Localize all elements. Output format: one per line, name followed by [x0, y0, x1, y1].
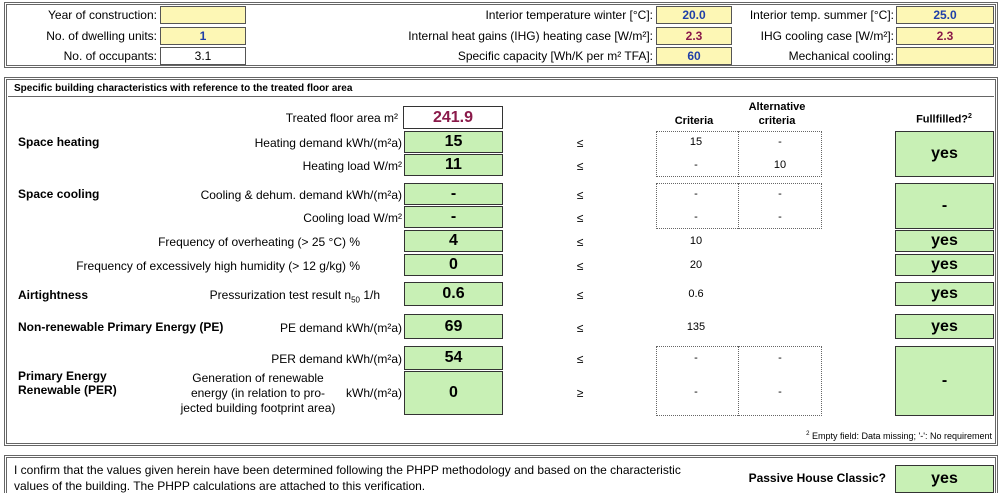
cooling-load-label: Cooling load W/m² — [303, 211, 402, 225]
per-demand-label: PER demand kWh/(m²a) — [271, 352, 402, 366]
alt-criteria-header-line2: criteria — [758, 115, 796, 127]
per-heading-line2: Renewable (PER) — [18, 383, 117, 397]
mechanical-cooling-label: Mechanical cooling: — [788, 49, 894, 63]
airtightness-fulfilled-badge: yes — [895, 282, 994, 306]
generation-unit: kWh/(m²a) — [346, 386, 402, 400]
pe-demand-operator: ≤ — [576, 321, 584, 335]
humidity-label: Frequency of excessively high humidity (> 12 g/kg) % — [76, 259, 360, 273]
heating-load-operator: ≤ — [576, 159, 584, 173]
ihg-heating-field[interactable]: 2.3 — [656, 27, 732, 45]
section-title: Specific building characteristics with reference to the treated floor area — [14, 83, 353, 94]
generation-label-line3: jected building footprint area) — [180, 401, 336, 415]
overheating-label: Frequency of overheating (> 25 °C) % — [158, 235, 360, 249]
interior-temp-winter-field[interactable]: 20.0 — [656, 6, 732, 24]
humidity-operator: ≤ — [576, 259, 584, 273]
pe-fulfilled-badge: yes — [895, 314, 994, 339]
overheating-operator: ≤ — [576, 235, 584, 249]
ihg-heating-label: Internal heat gains (IHG) heating case [W/m²]: — [408, 29, 653, 43]
cooling-demand-value: - — [404, 183, 503, 205]
pe-demand-value: 69 — [404, 314, 503, 339]
heating-demand-label: Heating demand kWh/(m²a) — [254, 136, 402, 150]
occupants-field: 3.1 — [160, 47, 246, 65]
mechanical-cooling-field[interactable] — [896, 47, 994, 65]
cooling-fulfilled-badge: - — [895, 183, 994, 229]
generation-label-line1: Generation of renewable — [192, 371, 324, 385]
pressurization-value: 0.6 — [404, 282, 503, 306]
passive-house-classic-badge: yes — [895, 465, 994, 493]
heating-demand-operator: ≤ — [576, 136, 584, 150]
alt-criteria-header-line1: Alternative — [748, 101, 806, 113]
per-demand-criteria: - — [694, 352, 698, 364]
overheating-criteria: 10 — [689, 235, 703, 247]
generation-operator: ≥ — [576, 386, 584, 400]
cooling-load-value: - — [404, 206, 503, 228]
treated-floor-area-label: Treated floor area m² — [285, 111, 398, 125]
pressurization-operator: ≤ — [576, 288, 584, 302]
year-of-construction-label: Year of construction: — [48, 8, 157, 22]
humidity-criteria: 20 — [689, 259, 703, 271]
generation-criteria: - — [694, 386, 698, 398]
cooling-demand-label: Cooling & dehum. demand kWh/(m²a) — [200, 188, 402, 202]
criteria-header: Criteria — [674, 115, 714, 127]
specific-capacity-field[interactable]: 60 — [656, 47, 732, 65]
dwelling-units-field[interactable]: 1 — [160, 27, 246, 45]
heating-demand-criteria: 15 — [689, 136, 703, 148]
pe-demand-criteria: 135 — [686, 321, 706, 333]
heating-demand-value: 15 — [404, 131, 503, 153]
humidity-fulfilled-badge: yes — [895, 254, 994, 276]
cooling-load-alt-criteria: - — [778, 211, 782, 223]
heating-load-label: Heating load W/m² — [302, 159, 402, 173]
passive-house-classic-label: Passive House Classic? — [748, 471, 886, 485]
pressurization-label: Pressurization test result $n_{50}$ 1/h — [209, 288, 380, 305]
year-of-construction-field[interactable] — [160, 6, 246, 24]
humidity-value: 0 — [404, 254, 503, 276]
heating-load-value: 11 — [404, 154, 503, 176]
per-demand-operator: ≤ — [576, 352, 584, 366]
per-demand-alt-criteria: - — [778, 352, 782, 364]
per-demand-value: 54 — [404, 346, 503, 370]
space-cooling-heading: Space cooling — [18, 187, 100, 201]
confirmation-text-line1: I confirm that the values given herein have been determined following the PHPP methodology and based on the characteristic — [14, 463, 681, 477]
heating-fulfilled-badge: yes — [895, 131, 994, 177]
per-fulfilled-badge: - — [895, 346, 994, 416]
heating-demand-alt-criteria: - — [778, 136, 782, 148]
cooling-demand-criteria: - — [694, 188, 698, 200]
ihg-cooling-field[interactable]: 2.3 — [896, 27, 994, 45]
section-title-divider — [8, 96, 994, 97]
generation-value: 0 — [404, 371, 503, 415]
space-heating-heading: Space heating — [18, 135, 100, 149]
heating-load-criteria: - — [694, 159, 698, 171]
cooling-demand-operator: ≤ — [576, 188, 584, 202]
footnote: $^2$ Empty field: Data missing; '-': No requirement — [806, 431, 992, 441]
pe-demand-label: PE demand kWh/(m²a) — [279, 321, 402, 335]
interior-temp-winter-label: Interior temperature winter [°C]: — [485, 8, 653, 22]
confirmation-text-line2: values of the building. The PHPP calculations are attached to this verification. — [14, 479, 426, 493]
treated-floor-area-field: 241.9 — [403, 106, 503, 129]
occupants-label: No. of occupants: — [63, 49, 157, 63]
interior-temp-summer-label: Interior temp. summer [°C]: — [749, 8, 894, 22]
airtightness-heading: Airtightness — [18, 288, 89, 302]
overheating-fulfilled-badge: yes — [895, 230, 994, 252]
fulfilled-header: Fullfilled?$^2$ — [916, 113, 972, 126]
per-heading-line1: Primary Energy — [18, 369, 107, 383]
generation-alt-criteria: - — [778, 386, 782, 398]
pe-heading: Non-renewable Primary Energy (PE) — [18, 320, 224, 334]
overheating-value: 4 — [404, 230, 503, 252]
generation-label-line2: energy (in relation to pro- — [190, 386, 326, 400]
pressurization-criteria: 0.6 — [688, 288, 704, 300]
heating-load-alt-criteria: 10 — [773, 159, 787, 171]
interior-temp-summer-field[interactable]: 25.0 — [896, 6, 994, 24]
cooling-load-operator: ≤ — [576, 211, 584, 225]
ihg-cooling-label: IHG cooling case [W/m²]: — [760, 29, 894, 43]
specific-capacity-label: Specific capacity [Wh/K per m² TFA]: — [457, 49, 653, 63]
cooling-load-criteria: - — [694, 211, 698, 223]
dwelling-units-label: No. of dwelling units: — [46, 29, 157, 43]
cooling-demand-alt-criteria: - — [778, 188, 782, 200]
